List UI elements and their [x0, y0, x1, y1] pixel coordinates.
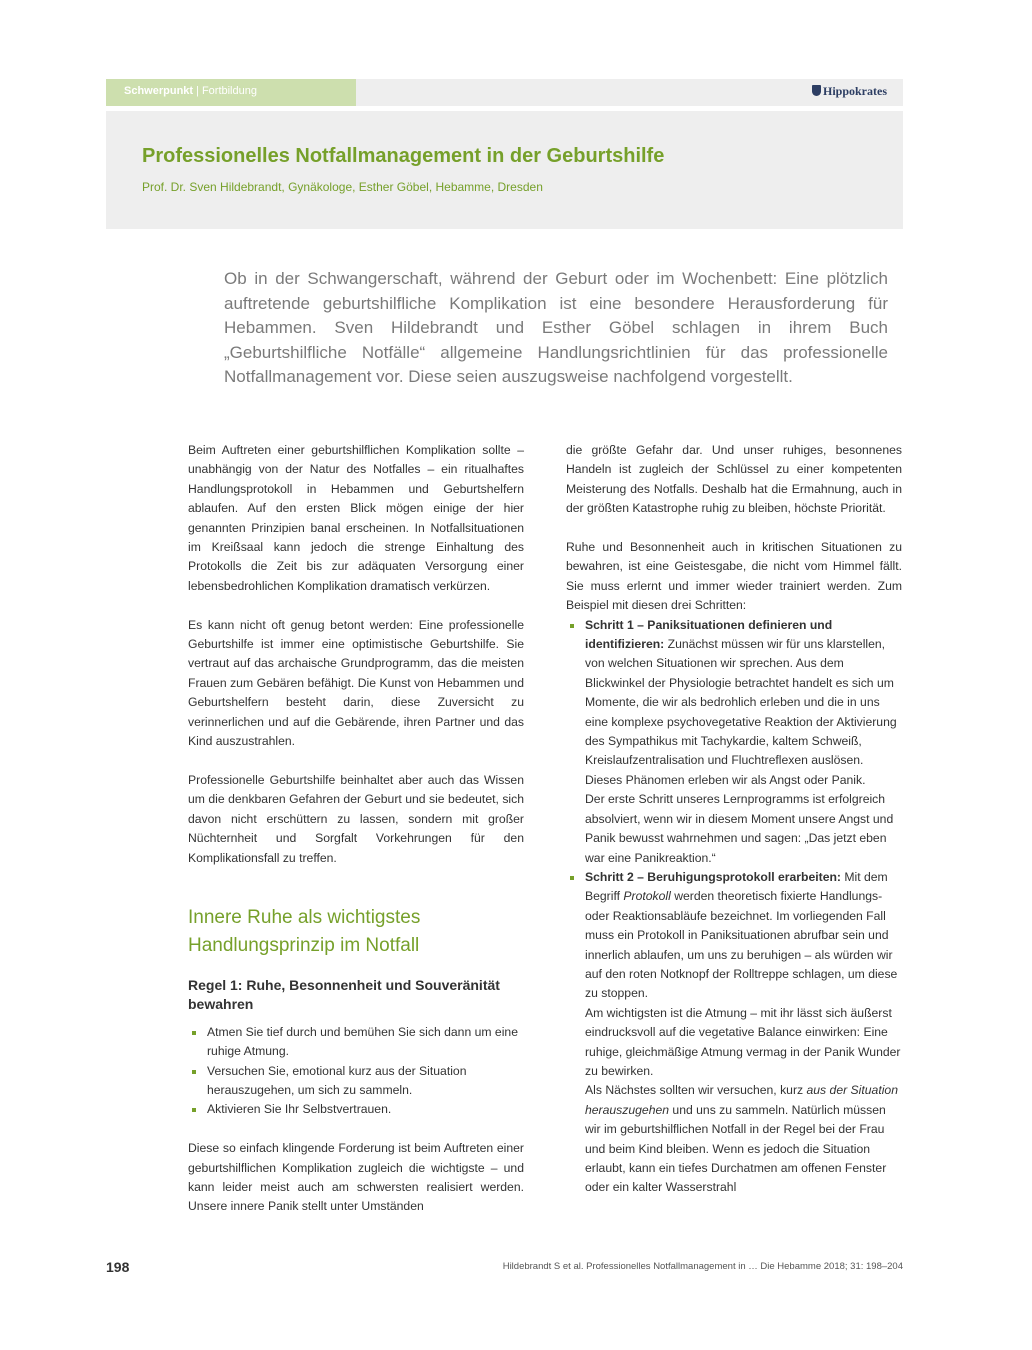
article-title: Professionelles Notfallmanagement in der Geburtshilfe — [142, 145, 665, 167]
subsection-label: Fortbildung — [201, 85, 257, 97]
rule-heading: Regel 1: Ruhe, Besonnenheit und Souveränität bewahren — [188, 976, 500, 1013]
article-authors: Prof. Dr. Sven Hildebrandt, Gynäkologe, Esther Göbel, Hebamme, Dresden — [142, 180, 543, 194]
body-paragraph: die größte Gefahr dar. Und unser ruhiges, besonnenes Handeln ist zugleich der Schlüssel zu einer kompetenten Meisterung des Notfalls. Deshalb hat die Ermahnung, auch in der größten Katastrophe ruhig zu bleiben, höchste Priorität. — [566, 443, 902, 516]
left-column — [188, 441, 524, 1217]
body-paragraph: Beim Auftreten einer geburtshilflichen Komplikation sollte – unabhängig von der Natur des Notfalles – ein ritualhaftes Handlungsprotokoll in Hebammen und Geburtshelfern ablaufen. Auf den ersten Blick mögen einige der hier genannten Prinzipien banal erscheinen. In Notfallsituationen im Kreißsaal kann jedoch die strenge Einhaltung des Protokolls die Zeit bis zur adäquaten Versorgung einer lebensbedrohlichen Komplikation dramatisch verkürzen. — [188, 443, 524, 593]
step-label: Schritt 1 – Paniksituationen definieren und identifizieren: — [585, 617, 833, 652]
step-text: werden theoretisch fixierte Handlungs- oder Reaktionsabläufe bezeichnet. Im vorliegenden Fall muss ein Protokoll in Paniksituationen abrufbar sein und innerlich ablaufen, um uns zu beruhigen – als würden wir auf den roten Notknopf der Rolltreppe schlagen, um diese zu stoppen. — [585, 889, 898, 1001]
step-label: Schritt 2 – Beruhigungsprotokoll erarbeiten: — [585, 869, 841, 884]
step-item — [566, 616, 902, 868]
publisher-logo — [812, 79, 887, 106]
right-column — [566, 441, 902, 1198]
step-text: Am wichtigsten ist die Atmung – mit ihr lässt sich äußerst eindrucksvoll auf die vegetative Balance einwirken: Eine ruhige, gleichmäßige Atmung vermag in der Panik Wunder zu bewirken. — [585, 1005, 901, 1078]
step-item — [566, 868, 902, 1198]
step-text: und uns zu sammeln. Natürlich müssen wir im geburtshilflichen Notfall in der Regel bei der Frau und beim Kind bleiben. Wenn es jedoch die Situation erlaubt, kann ein tiefes Durchatmen am offenen Fenster oder ein kalter Wasserstrahl — [585, 1102, 887, 1195]
emphasis-text: aus der Situation herauszugehen — [585, 1083, 898, 1117]
section-heading: Innere Ruhe als wichtigstes Handlungsprinzip im Notfall — [188, 906, 421, 957]
step-text: Als Nächstes sollten wir versuchen, kurz — [585, 1083, 807, 1098]
footer-citation: Hildebrandt S et al. Professionelles Notfallmanagement in … Die Hebamme 2018; 31: 198–204 — [502, 1261, 903, 1272]
article-header — [106, 111, 903, 229]
top-bar — [106, 79, 903, 106]
section-tag — [106, 79, 356, 106]
section-label: Schwerpunkt — [124, 85, 194, 97]
body-paragraph: Professionelle Geburtshilfe beinhaltet aber auch das Wissen um die denkbaren Gefahren der Geburt und sie bedeutet, sich davon nicht erschüttern zu lassen, sondern mit großer Nüchternheit und Sorgfalt Vorkehrungen für den Komplikationsfall zu treffen. — [188, 772, 524, 865]
emphasis-text: Protokoll — [623, 889, 671, 904]
steps-list — [566, 616, 902, 1198]
body-paragraph: Diese so einfach klingende Forderung ist beim Auftreten einer geburtshilflichen Komplikation zugleich die wichtigste – und kann leider meist auch am schwersten realisiert werden. Unsere innere Panik stellt unter Umständen — [188, 1141, 524, 1214]
body-paragraph: Es kann nicht oft genug betont werden: Eine professionelle Geburtshilfe ist immer eine optimistische Geburtshilfe. Sie vertraut auf das archaische Grundprogramm, das die meisten Frauen zum Gebären befähigt. Die Kunst von Hebammen und Geburtshelfern besteht darin, diese Zuversicht zu verinnerlichen und auf die Gebärende, ihren Partner und das Kind auszustrahlen. — [188, 617, 524, 749]
step-text: Der erste Schritt unseres Lernprogramms ist erfolgreich absolviert, wenn wir in diesem Moment unsere Angst und Panik bewusst wahrnehmen und sagen: „Das jetzt eben war eine Panikreaktion.“ — [585, 792, 894, 865]
page-number: 198 — [106, 1259, 130, 1275]
lead-paragraph: Ob in der Schwangerschaft, während der Geburt oder im Wochenbett: Eine plötzlich auftretende geburtshilfliche Komplikation ist eine besondere Herausforderung für Hebammen. Sven Hildebrandt und Esther Göbel schlagen in ihrem Buch „Geburtshilfliche Notfälle“ allgemeine Handlungsrichtlinien für das professionelle Notfallmanagement vor. Diese seien auszugsweise nachfolgend vorgestellt. — [224, 269, 888, 387]
publisher-name: Hippokrates — [822, 84, 887, 98]
list-item: Aktivieren Sie Ihr Selbstvertrauen. — [188, 1100, 524, 1119]
body-paragraph: Ruhe und Besonnenheit auch in kritischen Situationen zu bewahren, ist eine Geistesgabe, die nicht vom Himmel fällt. Sie muss erlernt und immer wieder trainiert werden. Zum Beispiel mit diesen drei Schritten: — [566, 540, 902, 613]
step-text: Mit dem Begriff — [585, 869, 888, 904]
step-text: Zunächst müssen wir für uns klarstellen, von welchen Situationen wir sprechen. Aus dem Blickwinkel der Physiologie betrachtet handelt es sich um Momente, die wir als bedrohlich erleben und die in uns eine komplexe psychovegetative Reaktion der Aktivierung des Sympathikus mit Tachykardie, kaltem Schweiß, Kreislaufzentralisation und Fluchtreflexen auslösen. Dieses Phänomen erleben wir als Angst oder Panik. — [585, 637, 897, 787]
list-item: Versuchen Sie, emotional kurz aus der Situation herauszugehen, um sich zu sammeln. — [188, 1062, 524, 1101]
list-item: Atmen Sie tief durch und bemühen Sie sich dann um eine ruhige Atmung. — [188, 1023, 524, 1062]
section-separator: | — [196, 85, 199, 97]
rule-bullet-list — [188, 1023, 524, 1120]
shield-icon — [812, 85, 821, 96]
